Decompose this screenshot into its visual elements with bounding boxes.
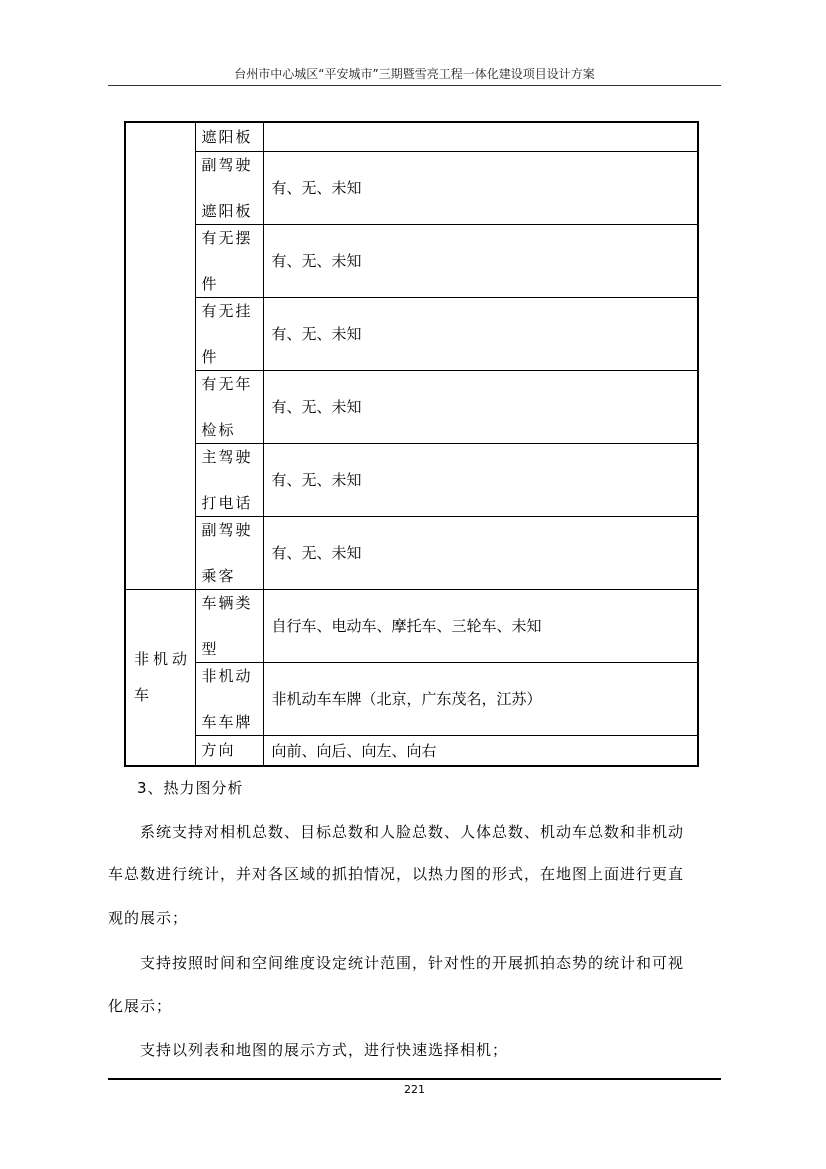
row-label: 有无挂 bbox=[201, 301, 253, 320]
row-label: 型 bbox=[201, 639, 219, 658]
table-row bbox=[125, 735, 698, 766]
paragraph-line: 化展示； bbox=[108, 997, 173, 1015]
row-value: 有、无、未知 bbox=[263, 443, 698, 516]
row-value bbox=[263, 122, 698, 151]
row-value: 有、无、未知 bbox=[263, 224, 698, 297]
paragraph-line: 观的展示； bbox=[108, 909, 189, 927]
row-value: 有、无、未知 bbox=[263, 516, 698, 589]
category-cell-vehicle bbox=[125, 122, 195, 589]
row-value: 向前、向后、向左、向右 bbox=[263, 735, 698, 766]
row-label: 副驾驶 bbox=[201, 155, 253, 174]
row-label: 打电话 bbox=[201, 493, 253, 512]
section-heading: 3、热力图分析 bbox=[137, 779, 244, 797]
row-label: 件 bbox=[201, 347, 219, 366]
table-row bbox=[125, 122, 698, 151]
footer-divider bbox=[108, 1078, 721, 1080]
row-label: 方向 bbox=[201, 741, 236, 760]
row-label: 主驾驶 bbox=[201, 447, 253, 466]
paragraph-line: 车总数进行统计，并对各区域的抓拍情况，以热力图的形式，在地图上面进行更直 bbox=[108, 865, 685, 883]
category-cell-nonmotor bbox=[125, 589, 195, 766]
paragraph-line: 系统支持对相机总数、目标总数和人脸总数、人体总数、机动车总数和非机动 bbox=[140, 823, 685, 841]
category-label: 车 bbox=[134, 686, 154, 705]
paragraph-line: 支持按照时间和空间维度设定统计范围，针对性的开展抓拍态势的统计和可视 bbox=[140, 954, 685, 972]
row-label: 非机动 bbox=[201, 666, 253, 685]
row-value: 有、无、未知 bbox=[263, 151, 698, 224]
row-label: 件 bbox=[201, 274, 219, 293]
category-label: 非机动 bbox=[134, 650, 192, 669]
table-row bbox=[125, 151, 698, 224]
row-label: 车辆类 bbox=[201, 593, 253, 612]
row-label: 检标 bbox=[201, 420, 236, 439]
paragraph-line: 支持以列表和地图的展示方式，进行快速选择相机； bbox=[140, 1041, 509, 1059]
row-value: 自行车、电动车、摩托车、三轮车、未知 bbox=[263, 589, 698, 662]
table-row bbox=[125, 662, 698, 735]
table-row bbox=[125, 516, 698, 589]
table-row bbox=[125, 224, 698, 297]
row-label: 车车牌 bbox=[201, 712, 253, 731]
row-label: 遮阳板 bbox=[201, 127, 253, 146]
table-row bbox=[125, 443, 698, 516]
table-row bbox=[125, 297, 698, 370]
page-number: 221 bbox=[404, 1083, 425, 1096]
attribute-table bbox=[124, 121, 699, 767]
row-label: 有无年 bbox=[201, 374, 253, 393]
row-value: 有、无、未知 bbox=[263, 297, 698, 370]
row-label: 有无摆 bbox=[201, 228, 253, 247]
table-row bbox=[125, 370, 698, 443]
row-label: 乘客 bbox=[201, 566, 236, 585]
row-value: 有、无、未知 bbox=[263, 370, 698, 443]
row-label: 副驾驶 bbox=[201, 520, 253, 539]
row-value: 非机动车车牌（北京，广东茂名，江苏） bbox=[263, 662, 698, 735]
table-row bbox=[125, 589, 698, 662]
header-divider bbox=[108, 85, 721, 86]
page-header: 台州市中心城区“平安城市”三期暨雪亮工程一体化建设项目设计方案 bbox=[234, 67, 595, 81]
row-label: 遮阳板 bbox=[201, 201, 253, 220]
